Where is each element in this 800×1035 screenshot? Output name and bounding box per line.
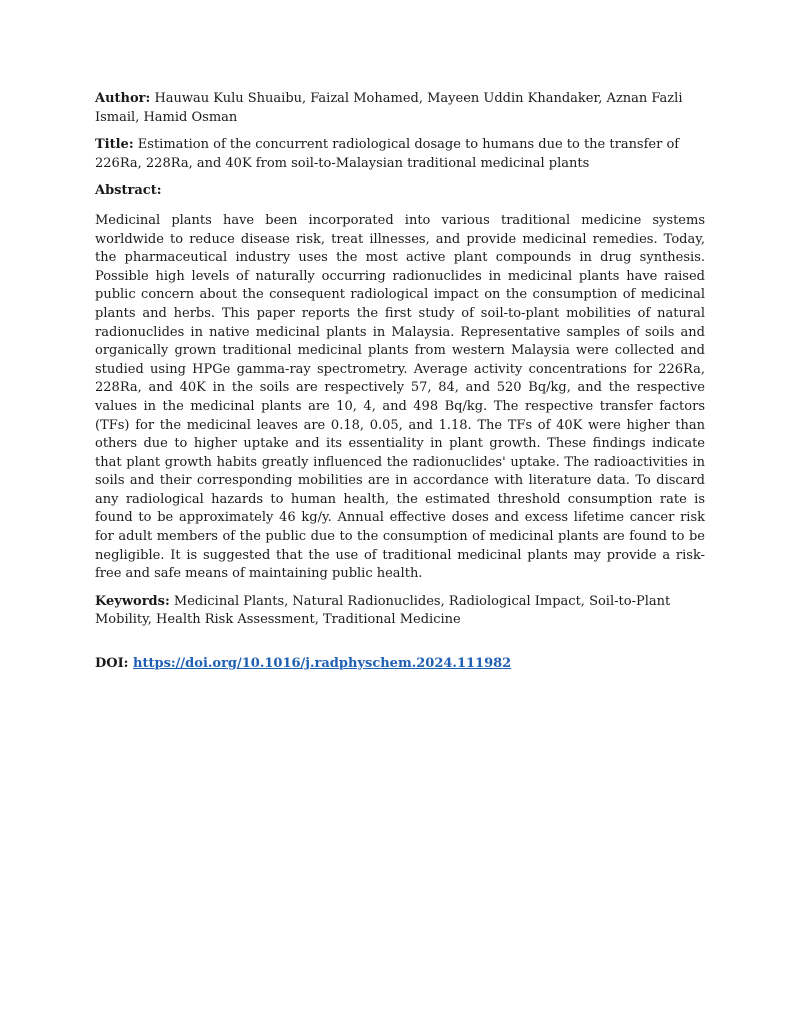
author-label: Author: [95, 91, 151, 106]
title-label: Title: [95, 137, 134, 153]
keywords-label: Keywords: [95, 593, 170, 609]
author-line [95, 90, 705, 127]
author-names: Hauwau Kulu Shuaibu, Faizal Mohamed, Mayeen Uddin Khandaker, Aznan Fazli Ismail, Hamid Osman [95, 91, 683, 125]
abstract-heading: Abstract: [95, 183, 162, 199]
abstract-body: Medicinal plants have been incorporated into various traditional medicine systems worldwide to reduce disease risk, treat illnesses, and provide medicinal remedies. Today, the pharmaceutical industry uses the most active plant compounds in drug synthesis. Possible high levels of naturally occurring radionuclides in medicinal plants have raised public concern about the consequent radiological impact on the consumption of medicinal plants and herbs. This paper reports the first study of soil-to-plant mobilities of natural radionuclides in native medicinal plants in Malaysia. Representative samples of soils and organically grown traditional medicinal plants from western Malaysia were collected and studied using HPGe gamma-ray spectrometry. Average activity concentrations for 226Ra, 228Ra, and 40K in the soils are respectively 57, 84, and 520 Bq/kg, and the respective values in the medicinal plants are 10, 4, and 498 Bq/kg. The respective transfer factors (TFs) for the medicinal leaves are 0.18, 0.05, and 1.18. The TFs of 40K were higher than others due to higher uptake and its essentiality in plant growth. These findings indicate that plant growth habits greatly influenced the radionuclides' uptake. The radioactivities in soils and their corresponding mobilities are in accordance with literature data. To discard any radiological hazards to human health, the estimated threshold consumption rate is found to be approximately 46 kg/y. Annual effective doses and excess lifetime cancer risk for adult members of the public due to the consumption of medicinal plants are found to be negligible. It is suggested that the use of traditional medicinal plants may provide a risk-free and safe means of maintaining public health. [95, 212, 705, 582]
keywords-line [95, 593, 705, 630]
paper-title: Estimation of the concurrent radiological dosage to humans due to the transfer of 226Ra, 228Ra, and 40K from soil-to-Malaysian traditional medicinal plants [95, 137, 680, 171]
document-page [95, 90, 705, 687]
title-line [95, 136, 705, 173]
doi-label: DOI: [95, 656, 129, 672]
keywords-list: Medicinal Plants, Natural Radionuclides, Radiological Impact, Soil-to-Plant Mobility, Health Risk Assessment, Traditional Medicine [95, 593, 671, 628]
doi-line [95, 655, 705, 674]
doi-link[interactable]: https://doi.org/10.1016/j.radphyschem.2024.111982 [133, 656, 512, 672]
